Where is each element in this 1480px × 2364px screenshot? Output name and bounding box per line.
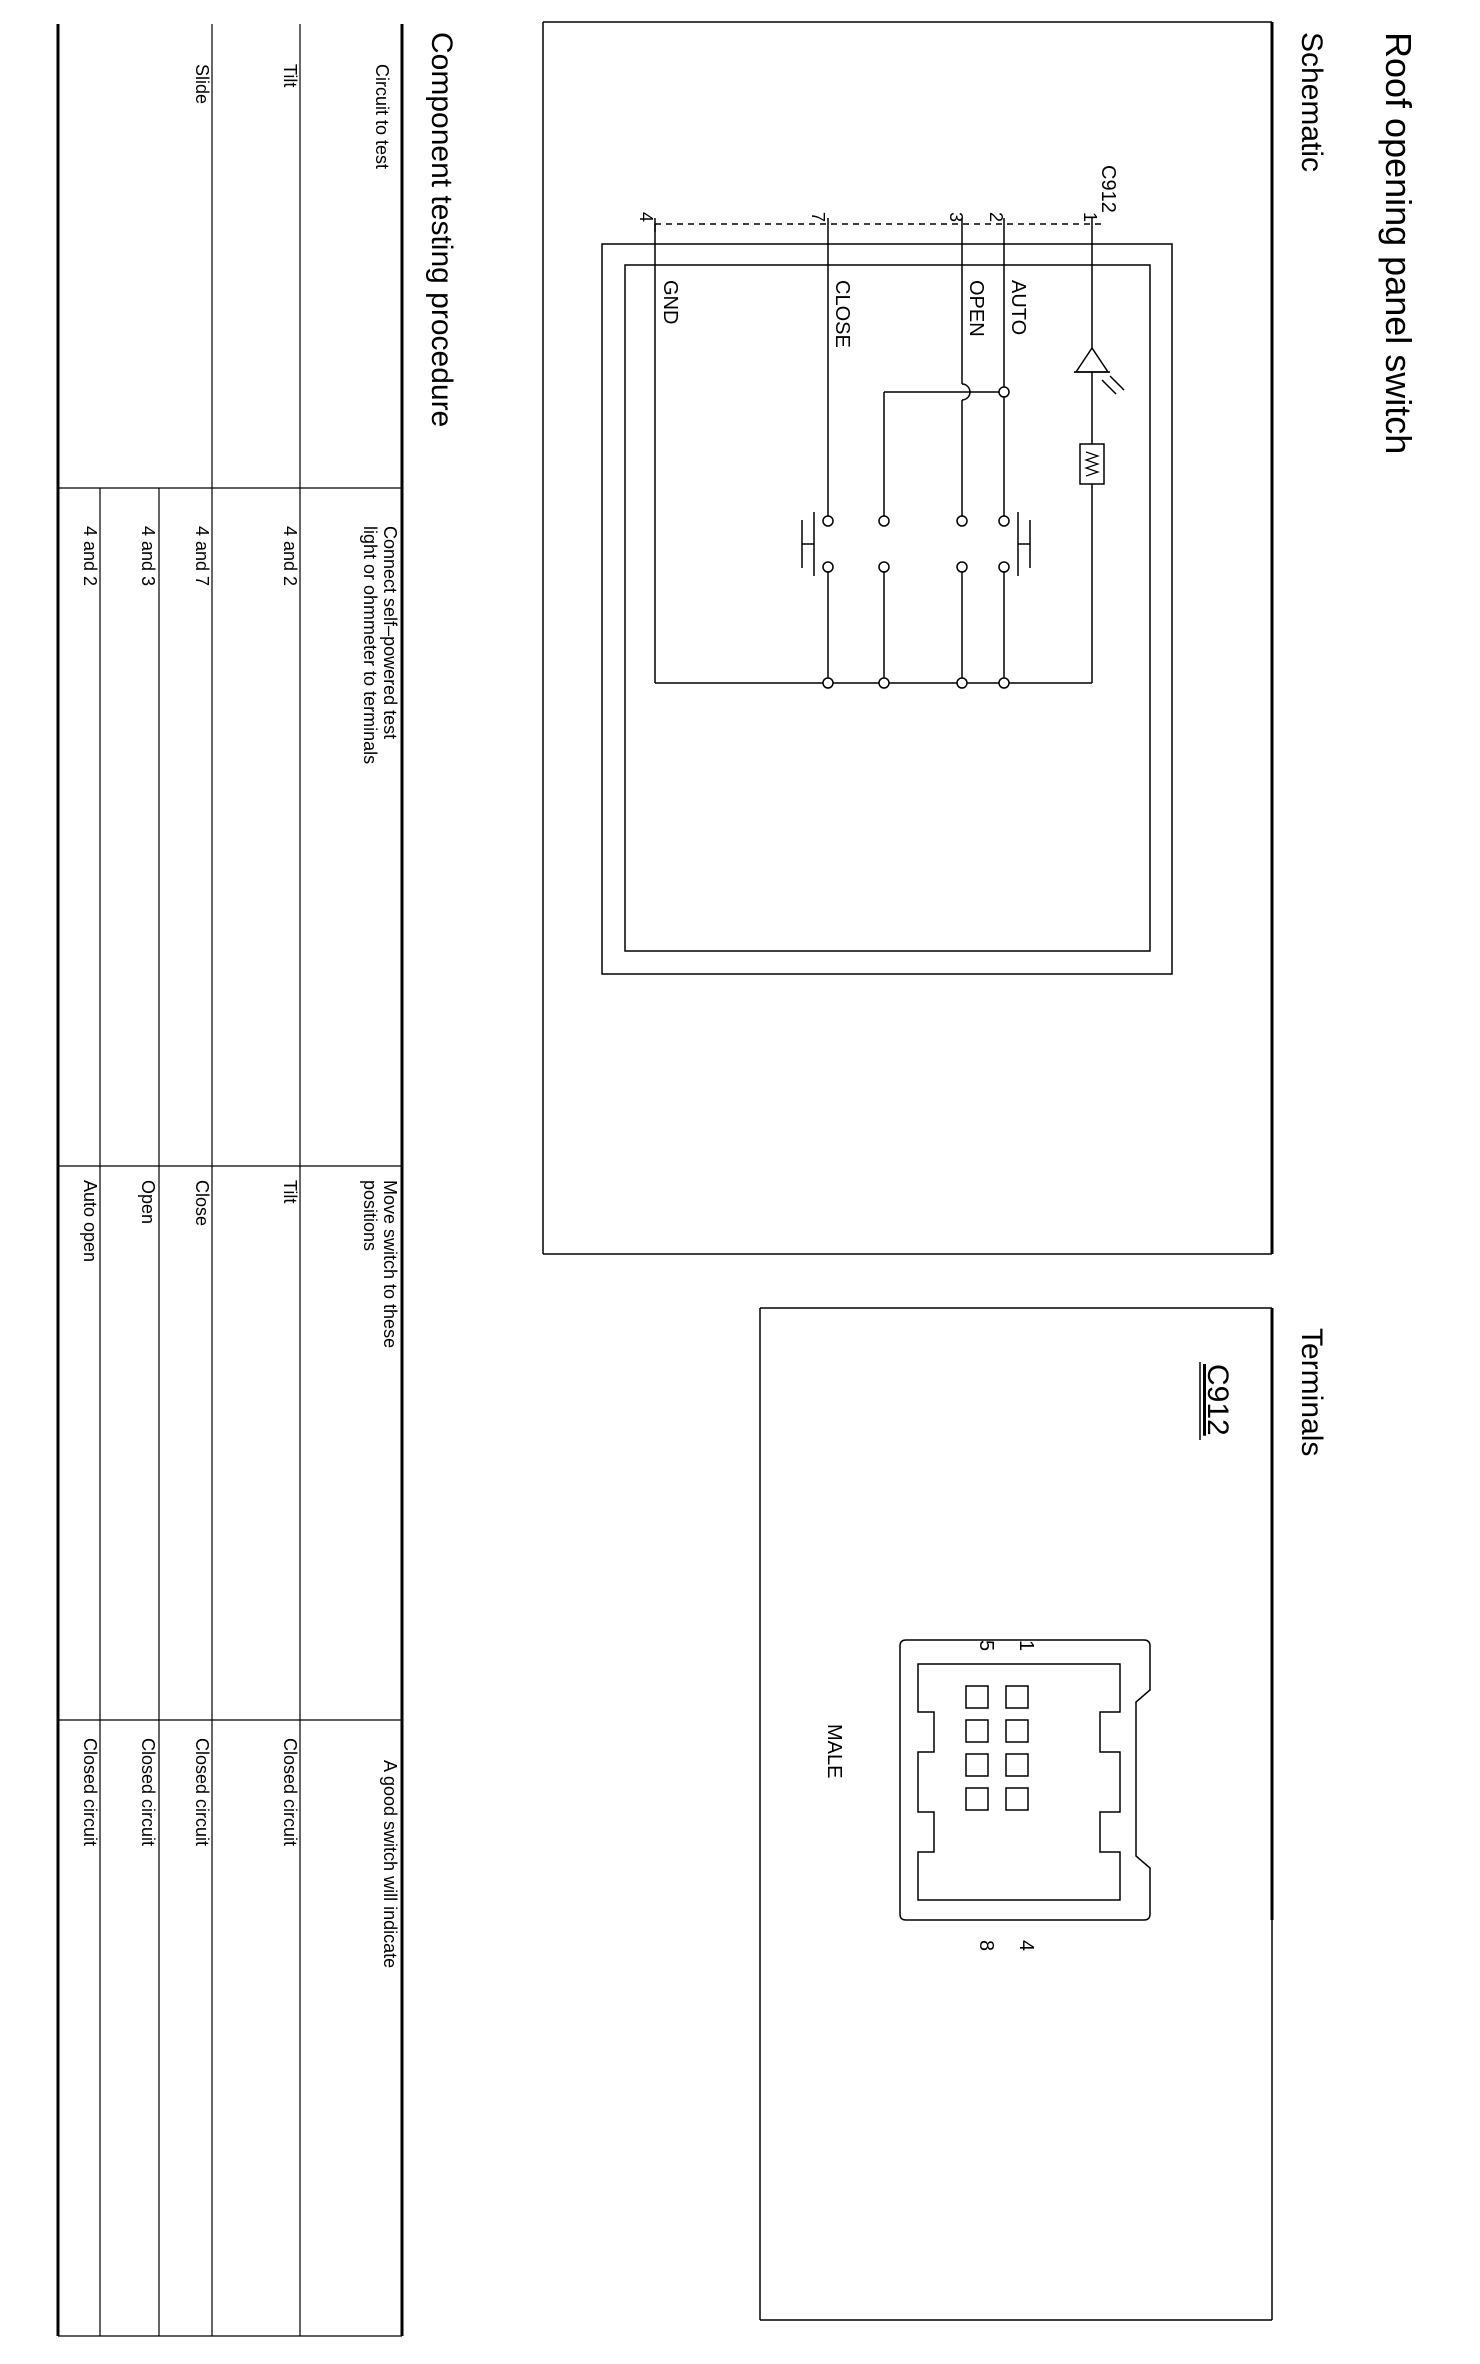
pin-cavity: [966, 1686, 988, 1708]
page-title: Roof opening panel switch: [1378, 32, 1419, 455]
col-header-positions-line1: Move switch to these: [380, 1180, 400, 1349]
slide-auto-result: Closed circuit: [80, 1738, 100, 1847]
procedure-heading: Component testing procedure: [425, 32, 458, 428]
pin-cavity: [1006, 1754, 1028, 1776]
col-header-terminals-line1: Connect self–powered test: [380, 526, 400, 740]
pushbutton-actuators: [802, 512, 1030, 576]
close-label: CLOSE: [831, 280, 853, 348]
slide-open-position: Open: [138, 1180, 158, 1225]
connector-face: [900, 1640, 1150, 1920]
pin-1-label: 1: [1080, 212, 1100, 223]
connector-gender-label: MALE: [823, 1724, 845, 1779]
col-header-positions-line2: positions: [360, 1180, 380, 1252]
slide-close-result: Closed circuit: [192, 1738, 212, 1847]
schematic-heading: Schematic: [1295, 32, 1328, 173]
slide-open-result: Closed circuit: [138, 1738, 158, 1847]
pin-7-label: 7: [808, 212, 828, 223]
pin-3-label: 3: [946, 212, 966, 223]
gnd-label: GND: [659, 280, 681, 325]
switch-housing-inner: [625, 265, 1150, 951]
terminal-pin-5-label: 5: [975, 1640, 997, 1652]
terminal-pin-8-label: 8: [975, 1940, 997, 1952]
resistor-symbol: [1080, 444, 1104, 484]
col-header-result: A good switch will indicate: [380, 1760, 400, 1969]
circuit-slide: Slide: [192, 64, 212, 105]
slide-close-position: Close: [192, 1180, 212, 1227]
terminals-panel: [760, 1308, 1272, 2320]
slide-open-terminals: 4 and 3: [138, 526, 158, 587]
pin-cavity: [966, 1788, 988, 1810]
pin-cavity: [1006, 1788, 1028, 1810]
schematic-connector-label: C912: [1097, 165, 1119, 213]
pin-cavity: [1006, 1720, 1028, 1742]
led-resistor-circuit: [655, 224, 1124, 683]
pin-cavity: [966, 1720, 988, 1742]
terminal-pin-4-label: 4: [1015, 1940, 1037, 1952]
terminals-heading: Terminals: [1295, 1328, 1328, 1457]
schematic-panel: [543, 22, 1272, 1254]
tilt-terminals: 4 and 2: [280, 526, 300, 587]
terminal-pin-1-label: 1: [1015, 1640, 1037, 1652]
slide-close-terminals: 4 and 7: [192, 526, 212, 587]
terminals-connector-label: C912: [1201, 1364, 1234, 1436]
switch-housing-outer: [602, 244, 1172, 974]
circuit-tilt: Tilt: [280, 64, 300, 88]
pin-2-label: 2: [986, 212, 1006, 223]
slide-auto-position: Auto open: [80, 1180, 100, 1263]
tilt-result: Closed circuit: [280, 1738, 300, 1847]
col-header-terminals-line2: light or ohmmeter to terminals: [360, 526, 380, 765]
led-symbol: [1076, 348, 1108, 372]
open-label: OPEN: [965, 280, 987, 337]
col-header-circuit: Circuit to test: [372, 64, 392, 170]
switch-contacts: [823, 387, 1009, 688]
pin-cavity: [966, 1754, 988, 1776]
procedure-table: [58, 24, 402, 2336]
auto-label: AUTO: [1007, 280, 1029, 336]
tilt-position: Tilt: [280, 1180, 300, 1204]
slide-auto-terminals: 4 and 2: [80, 526, 100, 587]
pin-4-label: 4: [636, 212, 656, 223]
pin-cavity: [1006, 1686, 1028, 1708]
